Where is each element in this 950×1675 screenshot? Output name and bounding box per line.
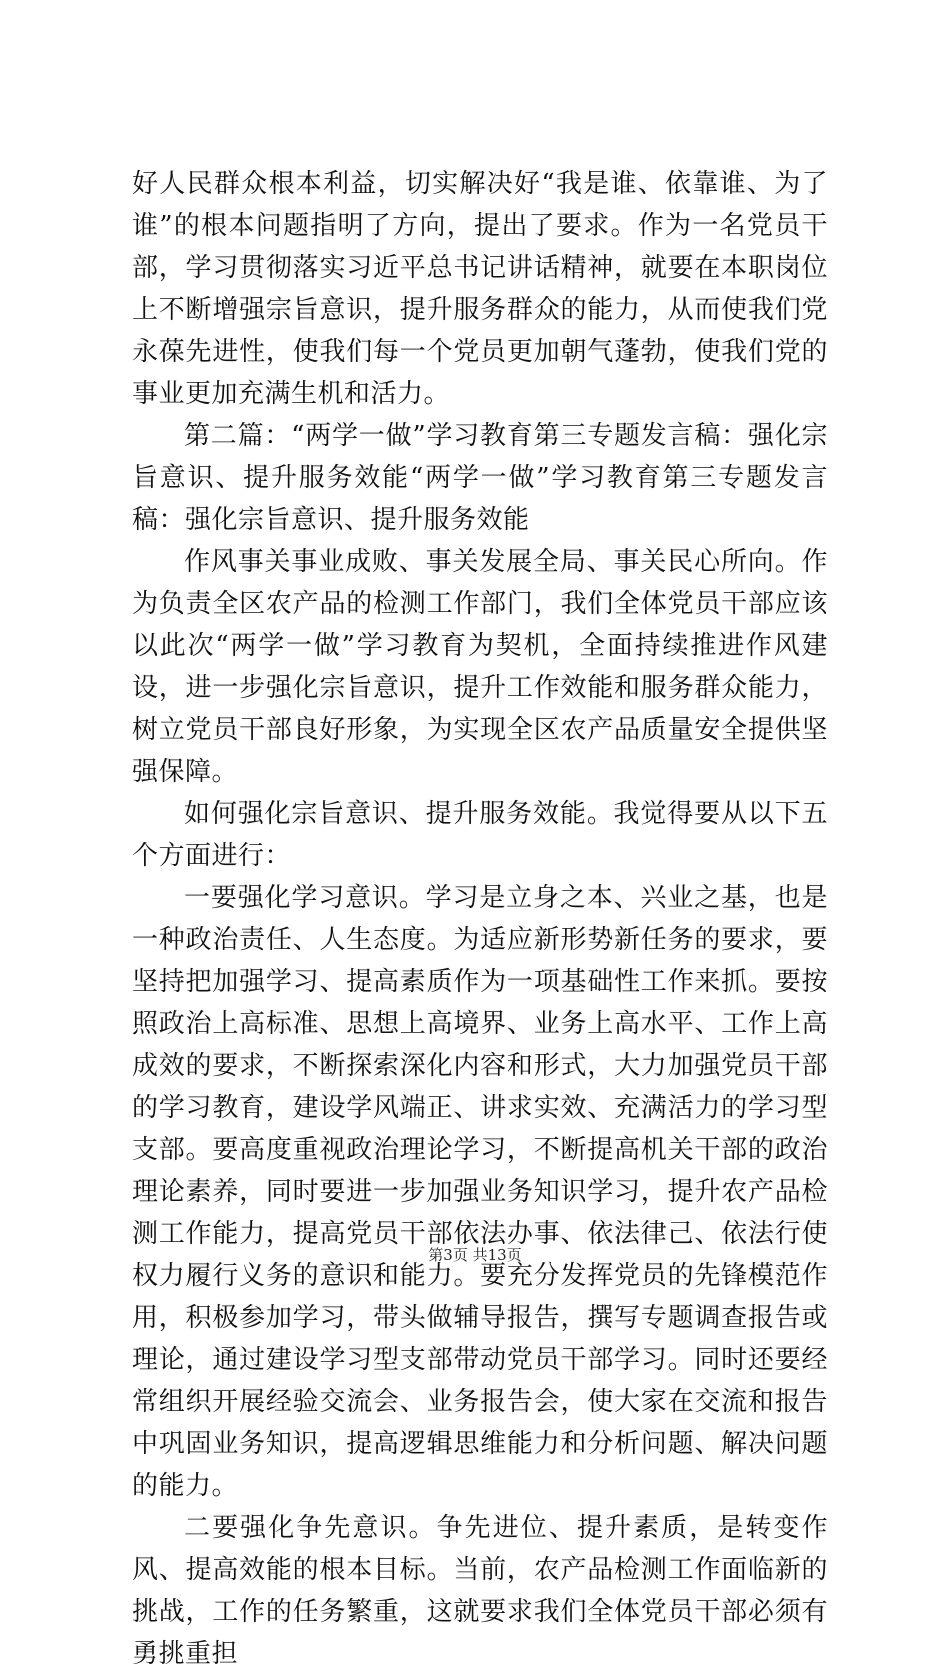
paragraph-point-one: 一要强化学习意识。学习是立身之本、兴业之基，也是一种政治责任、人生态度。为适应新形势新任务的要求，要坚持把加强学习、提高素质作为一项基础性工作来抓。要按照政治上高标准、思想上高境界、业务上高水平、工作上高成效的要求，不断探索深化内容和形式，大力加强党员干部的学习教育，建设学风端正、讲求实效、充满活力的学习型支部。要高度重视政治理论学习，不断提高机关干部的政治理论素养，同时要进一步加强业务知识学习，提升农产品检测工作能力，提高党员干部依法办事、依法律己、依法行使权力履行义务的意识和能力。要充分发挥党员的先锋模范作用，积极参加学习，带头做辅导报告，撰写专题调查报告或理论，通过建设学习型支部带动党员干部学习。同时还要经常组织开展经验交流会、业务报告会，使大家在交流和报告中巩固业务知识，提高逻辑思维能力和分析问题、解决问题的能力。 (132, 883, 828, 1501)
paragraph-continuation: 好人民群众根本利益，切实解决好“我是谁、依靠谁、为了谁”的根本问题指明了方向，提出了要求。作为一名党员干部，学习贯彻落实习近平总书记讲话精神，就要在本职岗位上不断增强宗旨意识，提升服务群众的能力，从而使我们党永葆先进性，使我们每一个党员更加朝气蓬勃，使我们党的事业更加充满生机和活力。 (132, 169, 828, 409)
document-body (132, 163, 828, 1675)
paragraph-how-to: 如何强化宗旨意识、提升服务效能。我觉得要从以下五个方面进行： (132, 799, 828, 871)
paragraph-section-heading: 第二篇：“两学一做”学习教育第三专题发言稿：强化宗旨意识、提升服务效能“两学一做”学习教育第三专题发言稿：强化宗旨意识、提升服务效能 (132, 421, 828, 535)
paragraph-work-style: 作风事关事业成败、事关发展全局、事关民心所向。作为负责全区农产品的检测工作部门，我们全体党员干部应该以此次“两学一做”学习教育为契机，全面持续推进作风建设，进一步强化宗旨意识，提升工作效能和服务群众能力，树立党员干部良好形象，为实现全区农产品质量安全提供坚强保障。 (132, 547, 828, 787)
page-number-footer: 第3页 共13页 (428, 1246, 522, 1264)
paragraph-point-two: 二要强化争先意识。争先进位、提升素质，是转变作风、提高效能的根本目标。当前，农产品检测工作面临新的挑战，工作的任务繁重，这就要求我们全体党员干部必须有勇挑重担 (132, 1513, 828, 1669)
